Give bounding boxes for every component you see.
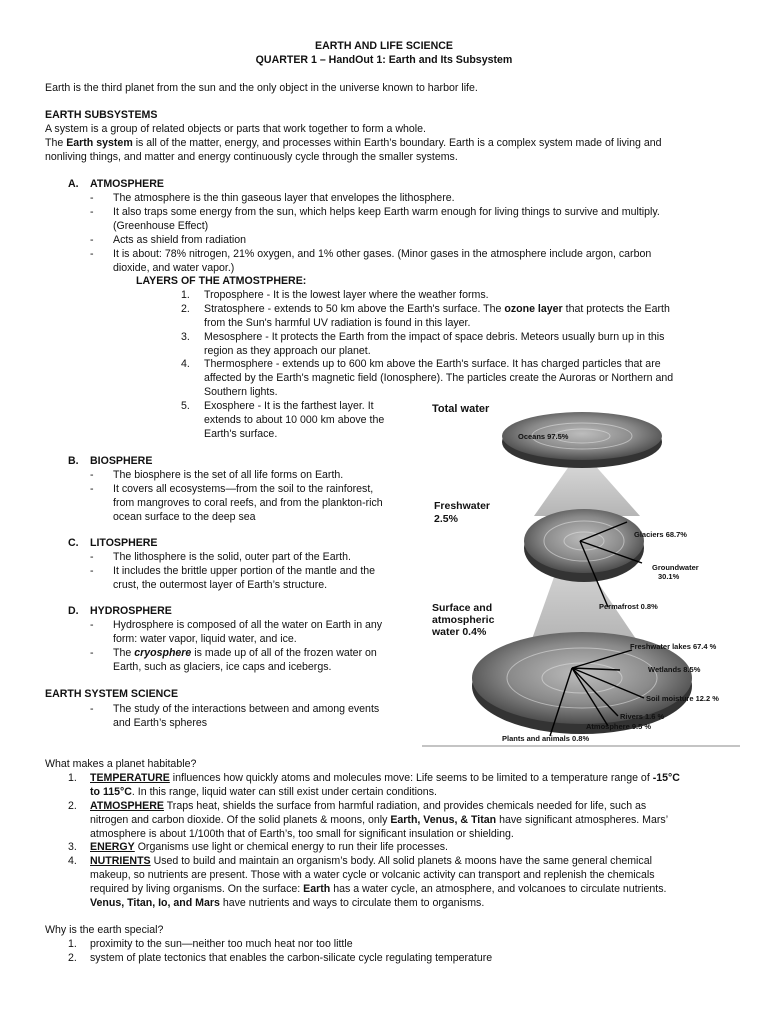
- list-item-cont: and Earth’s spheres: [113, 717, 208, 729]
- habitable-item-temperature: TEMPERATURE influences how quickly atoms and molecules move: Life seems to be limited to a temperature range of -15°C: [90, 772, 680, 784]
- list-number: 1.: [181, 289, 190, 301]
- freshwater-label: Freshwater: [434, 500, 491, 512]
- atmosphere-heading: ATMOSPHERE: [90, 178, 164, 190]
- list-number: 2.: [68, 800, 77, 812]
- list-item-cont: nitrogen and carbon dioxide. Of the solid planets & moons, only Earth, Venus, & Titan have significant atmospheres. Mars’: [90, 814, 669, 826]
- list-number: 1.: [68, 772, 77, 784]
- list-item-cont: ocean surface to the deep sea: [113, 511, 256, 523]
- list-item: It also traps some energy from the sun, which helps keep Earth warm enough for living things to survive and multiply.: [113, 206, 660, 218]
- list-item: The atmosphere is the thin gaseous layer that envelopes the lithosphere.: [113, 192, 455, 204]
- biosphere-heading: BIOSPHERE: [90, 455, 153, 467]
- list-item-cont: dioxide, and water vapor.): [113, 262, 235, 274]
- list-number: 4.: [181, 358, 190, 370]
- glaciers-label: Glaciers 68.7%: [634, 530, 687, 539]
- groundwater-pct: 30.1%: [658, 572, 680, 581]
- list-item: Thermosphere - extends up to 600 km above the Earth's surface. It has charged particles that are: [204, 358, 661, 370]
- subsystems-line1: A system is a group of related objects or parts that work together to form a whole.: [45, 123, 426, 135]
- lakes-label: Freshwater lakes 67.4 %: [630, 642, 717, 651]
- list-item-cont: affected by the Earth's magnetic field (Ionosphere). The particles create the Auroras or Northern and: [204, 372, 674, 384]
- habitable-item-nutrients: NUTRIENTS Used to build and maintain an organism’s body. All solid planets & moons have the same general chemical: [90, 855, 652, 867]
- list-item: Stratosphere - extends to 50 km above the Earth's surface. The ozone layer that protects the Earth: [204, 303, 670, 315]
- oceans-label: Oceans 97.5%: [518, 432, 569, 441]
- special-question: Why is the earth special?: [45, 924, 164, 936]
- permafrost-label: Permafrost 0.8%: [599, 602, 658, 611]
- list-item-cont: Venus, Titan, Io, and Mars have nutrients and ways to circulate them to organisms.: [90, 897, 485, 909]
- atmosphere-label: Atmosphere 9.5 %: [586, 722, 652, 731]
- list-item: Mesosphere - It protects the Earth from the impact of space debris. Meteors usually burn up in this: [204, 331, 665, 343]
- list-item-cont: Earth, such as glaciers, ice caps and icebergs.: [113, 661, 332, 673]
- hydrosphere-heading: HYDROSPHERE: [90, 605, 172, 617]
- list-item-cont: extends to about 10 000 km above the: [204, 414, 385, 426]
- list-number: 2.: [68, 952, 77, 964]
- ess-heading: EARTH SYSTEM SCIENCE: [45, 688, 179, 700]
- list-item-cont: crust, the outermost layer of Earth’s structure.: [113, 579, 328, 591]
- soil-label: Soil moisture 12.2 %: [646, 694, 719, 703]
- list-item-cont: atmosphere is about 1/100th that of Earth’s, too small for significant insulation or shielding.: [90, 828, 514, 840]
- list-item: Troposphere - It is the lowest layer where the weather forms.: [204, 289, 489, 301]
- list-item: The biosphere is the set of all life forms on Earth.: [113, 469, 344, 481]
- intro-text: Earth is the third planet from the sun and the only object in the universe known to harbor life.: [45, 82, 478, 94]
- rivers-label: Rivers 1.6 %: [620, 712, 665, 721]
- habitable-item-energy: ENERGY Organisms use light or chemical energy to run their life processes.: [90, 841, 448, 853]
- surface-label-1: Surface and: [432, 602, 493, 614]
- list-item: It includes the brittle upper portion of the mantle and the: [113, 565, 376, 577]
- layers-heading: LAYERS OF THE ATMOSTPHERE:: [136, 275, 307, 287]
- subsystems-line3: nonliving things, and matter and energy continuously cycle through the smaller systems.: [45, 151, 458, 163]
- page-title: EARTH AND LIFE SCIENCE: [315, 40, 453, 52]
- cone-1: [534, 462, 640, 516]
- habitable-item-atmosphere: ATMOSPHERE Traps heat, shields the surface from harmful radiation, and provides chemicals needed for life, such as: [90, 800, 647, 812]
- list-item-cont: required by living organisms. On the surface: Earth has a water cycle, an atmosphere, and volcanoes to circulate nutrients.: [90, 883, 667, 895]
- list-item: It covers all ecosystems—from the soil to the rainforest,: [113, 483, 374, 495]
- list-item-cont: to 115°C. In this range, liquid water can still exist under certain conditions.: [90, 786, 437, 798]
- freshwater-disk: [524, 509, 644, 573]
- list-item-cont: form: water vapor, liquid water, and ice.: [113, 633, 297, 645]
- list-item: The lithosphere is the solid, outer part of the Earth.: [113, 551, 351, 563]
- list-number: 5.: [181, 400, 190, 412]
- list-item: proximity to the sun—neither too much heat nor too little: [90, 938, 353, 950]
- groundwater-label: Groundwater: [652, 563, 699, 572]
- list-item-cont: (Greenhouse Effect): [113, 220, 209, 232]
- list-item: system of plate tectonics that enables the carbon-silicate cycle regulating temperature: [90, 952, 493, 964]
- plants-label: Plants and animals 0.8%: [502, 734, 590, 743]
- list-number: 3.: [68, 841, 77, 853]
- list-number: 1.: [68, 938, 77, 950]
- list-item-cont: from mangroves to coral reefs, and from the plankton-rich: [113, 497, 383, 509]
- freshwater-pct: 2.5%: [434, 513, 458, 525]
- subsystems-line2: The Earth system is all of the matter, energy, and processes within Earth’s boundary. Earth is a complex system made of living and: [45, 137, 662, 149]
- list-item: It is about: 78% nitrogen, 21% oxygen, and 1% other gases. (Minor gases in the atmosphere include argon, carbon: [113, 248, 652, 260]
- hydrosphere-letter: D.: [68, 605, 79, 617]
- surface-label-3: water 0.4%: [432, 626, 487, 638]
- list-item-cont: Southern lights.: [204, 386, 278, 398]
- list-item: Hydrosphere is composed of all the water on Earth in any: [113, 619, 383, 631]
- list-item: The study of the interactions between and among events: [113, 703, 380, 715]
- atmosphere-letter: A.: [68, 178, 79, 190]
- page-subtitle: QUARTER 1 – HandOut 1: Earth and Its Subsystem: [255, 54, 513, 66]
- list-item: The cryosphere is made up of all of the frozen water on: [113, 647, 377, 659]
- wetlands-label: Wetlands 8.5%: [648, 665, 701, 674]
- lithosphere-letter: C.: [68, 537, 79, 549]
- list-item-cont: makeup, so nutrients are present. Those with a water cycle or volcanic activity can transport and replenish the chemicals: [90, 869, 655, 881]
- list-item-cont: Earth's surface.: [204, 428, 278, 440]
- biosphere-letter: B.: [68, 455, 79, 467]
- water-distribution-figure: [422, 398, 740, 750]
- surface-label-2: atmospheric: [432, 614, 495, 626]
- list-number: 2.: [181, 303, 190, 315]
- list-item-cont: region as they approach our planet.: [204, 345, 371, 357]
- list-item-cont: from the Sun's harmful UV radiation is found in this layer.: [204, 317, 471, 329]
- subsystems-heading: EARTH SUBSYSTEMS: [45, 109, 158, 121]
- habitable-question: What makes a planet habitable?: [45, 758, 197, 770]
- list-item: Acts as shield from radiation: [113, 234, 247, 246]
- total-water-label: Total water: [432, 403, 490, 415]
- list-number: 3.: [181, 331, 190, 343]
- lithosphere-heading: LITOSPHERE: [90, 537, 158, 549]
- list-item: Exosphere - It is the farthest layer. It: [204, 400, 374, 412]
- list-number: 4.: [68, 855, 77, 867]
